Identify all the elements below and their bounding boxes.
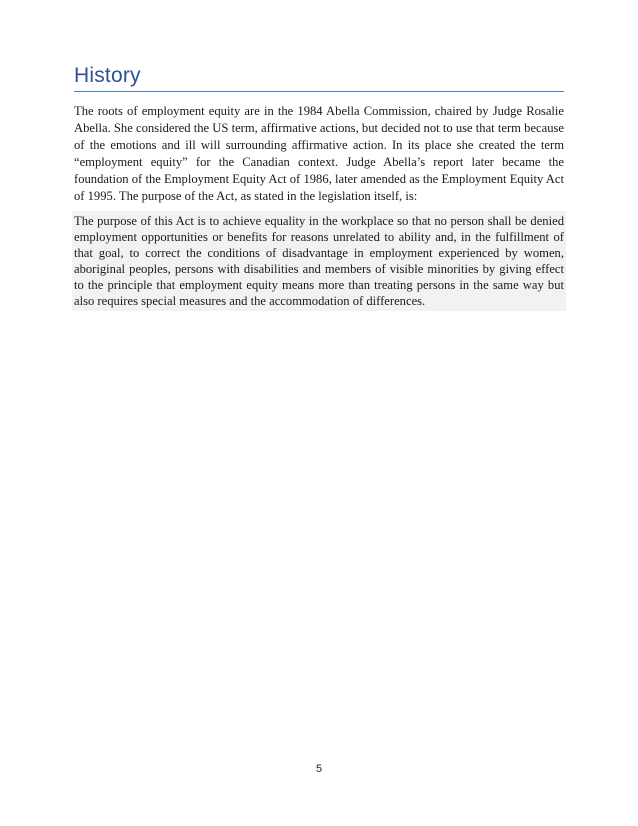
page-number: 5	[315, 763, 323, 775]
quoted-legislation-block	[72, 211, 566, 311]
section-heading: History	[74, 64, 564, 92]
quote-text: The purpose of this Act is to achieve equality in the workplace so that no person shall be denied employment opportunities or benefits for reasons unrelated to ability and, in the fulfillment of that goal, to correct the conditions of disadvantage in employment experienced by women, aboriginal peoples, persons with disabilities and members of visible minorities by giving effect to the principle that employment equity means more than treating persons in the same way but also requires special measures and the accommodation of differences.	[74, 214, 564, 308]
body-paragraph: The roots of employment equity are in the 1984 Abella Commission, chaired by Judge Rosalie Abella. She considered the US term, affirmative actions, but decided not to use that term because of the emotions and ill will surrounding affirmative action. In its place she created the term “employment equity” for the Canadian context. Judge Abella’s report later became the foundation of the Employment Equity Act of 1986, later amended as the Employment Equity Act of 1995. The purpose of the Act, as stated in the legislation itself, is:	[74, 104, 564, 203]
